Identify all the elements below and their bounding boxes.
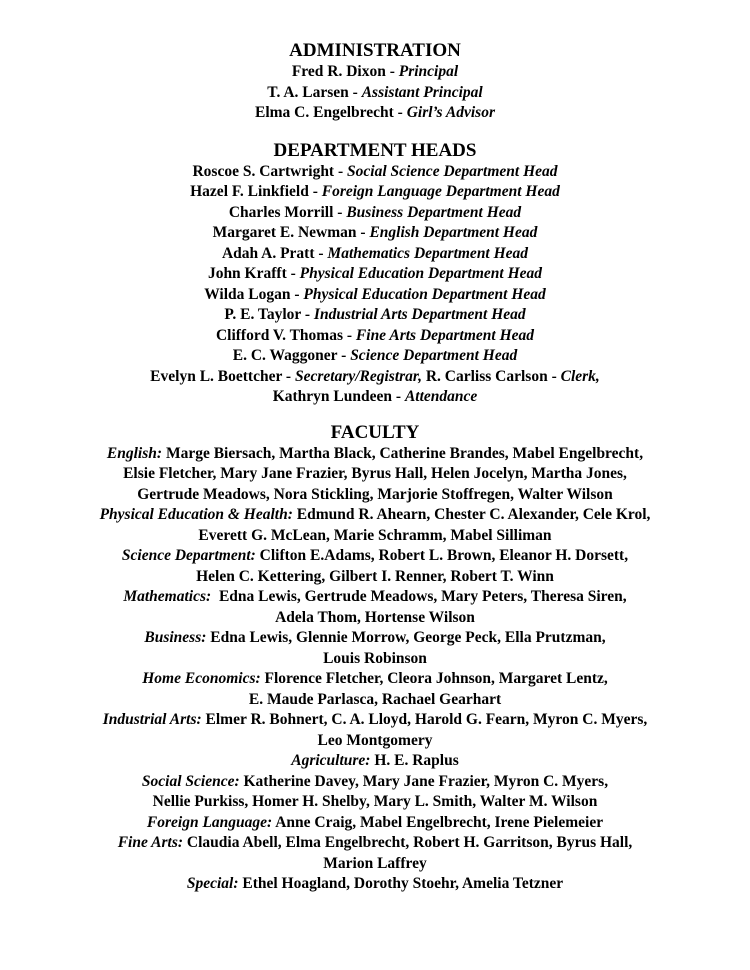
section-spacer	[0, 408, 750, 422]
dept-head-entry: Adah A. Pratt - Mathematics Department Head	[221, 244, 529, 262]
faculty-section	[0, 422, 750, 895]
dept-head-entry: Clifford V. Thomas - Fine Arts Department Head	[215, 326, 535, 344]
faculty-line: English: Marge Biersach, Martha Black, Catherine Brandes, Mabel Engelbrecht,	[106, 444, 644, 462]
office-staff-entry: Evelyn L. Boettcher - Secretary/Registrar, R. Carliss Carlson - Clerk,	[150, 367, 600, 385]
faculty-line: Special: Ethel Hoagland, Dorothy Stoehr, Amelia Tetzner	[186, 875, 564, 892]
dept-head-entry: Charles Morrill - Business Department Head	[228, 203, 522, 221]
faculty-line: Gertrude Meadows, Nora Stickling, Marjorie Stoffregen, Walter Wilson	[137, 485, 613, 503]
faculty-line: Marion Laffrey	[323, 854, 427, 872]
faculty-line: Elsie Fletcher, Mary Jane Frazier, Byrus Hall, Helen Jocelyn, Martha Jones,	[123, 465, 627, 482]
faculty-line: Fine Arts: Claudia Abell, Elma Engelbrecht, Robert H. Garritson, Byrus Hall,	[117, 834, 633, 851]
dept-head-entry: Hazel F. Linkfield - Foreign Language Department Head	[190, 183, 560, 200]
administration-heading: ADMINISTRATION	[289, 40, 461, 61]
faculty-line: Business: Edna Lewis, Glennie Morrow, George Peck, Ella Prutzman,	[144, 629, 606, 646]
faculty-line: Home Economics: Florence Fletcher, Cleora Johnson, Margaret Lentz,	[142, 670, 608, 687]
faculty-line: E. Maude Parlasca, Rachael Gearhart	[248, 690, 502, 708]
dept-head-entry: John Krafft - Physical Education Department Head	[207, 265, 543, 282]
faculty-line: Louis Robinson	[323, 649, 427, 667]
faculty-line: Industrial Arts: Elmer R. Bohnert, C. A. Lloyd, Harold G. Fearn, Myron C. Myers,	[102, 711, 648, 728]
faculty-line: Agriculture: H. E. Raplus	[291, 752, 459, 769]
admin-entry: Fred R. Dixon - Principal	[291, 63, 459, 80]
department-heads-section	[0, 140, 750, 408]
faculty-line: Everett G. McLean, Marie Schramm, Mabel Silliman	[198, 526, 552, 544]
dept-head-entry: Wilda Logan - Physical Education Department Head	[204, 285, 546, 303]
faculty-line: Science Department: Clifton E.Adams, Robert L. Brown, Eleanor H. Dorsett,	[121, 547, 629, 564]
section-spacer	[0, 124, 750, 140]
dept-head-entry: P. E. Taylor - Industrial Arts Department Head	[224, 306, 526, 323]
faculty-line: Physical Education & Health: Edmund R. Ahearn, Chester C. Alexander, Cele Krol,	[99, 506, 651, 523]
dept-head-entry: E. C. Waggoner - Science Department Head	[232, 347, 518, 364]
administration-section	[0, 40, 750, 124]
admin-entry: T. A. Larsen - Assistant Principal	[267, 83, 483, 101]
admin-entry: Elma C. Engelbrecht - Girl’s Advisor	[255, 104, 495, 121]
faculty-line: Mathematics: Edna Lewis, Gertrude Meadows, Mary Peters, Theresa Siren,	[123, 588, 627, 605]
faculty-line: Leo Montgomery	[317, 731, 433, 749]
office-staff-entry: Kathryn Lundeen - Attendance	[272, 388, 478, 405]
faculty-line: Nellie Purkiss, Homer H. Shelby, Mary L. Smith, Walter M. Wilson	[152, 793, 598, 810]
department-heads-heading: DEPARTMENT HEADS	[273, 139, 477, 161]
faculty-line: Social Science: Katherine Davey, Mary Jane Frazier, Myron C. Myers,	[141, 772, 609, 790]
dept-head-entry: Roscoe S. Cartwright - Social Science Department Head	[192, 162, 558, 180]
faculty-heading: FACULTY	[330, 421, 420, 443]
faculty-line: Foreign Language: Anne Craig, Mabel Engelbrecht, Irene Pielemeier	[146, 813, 604, 831]
faculty-line: Helen C. Kettering, Gilbert I. Renner, Robert T. Winn	[196, 567, 554, 585]
dept-head-entry: Margaret E. Newman - English Department Head	[212, 224, 538, 241]
faculty-line: Adela Thom, Hortense Wilson	[275, 608, 475, 626]
